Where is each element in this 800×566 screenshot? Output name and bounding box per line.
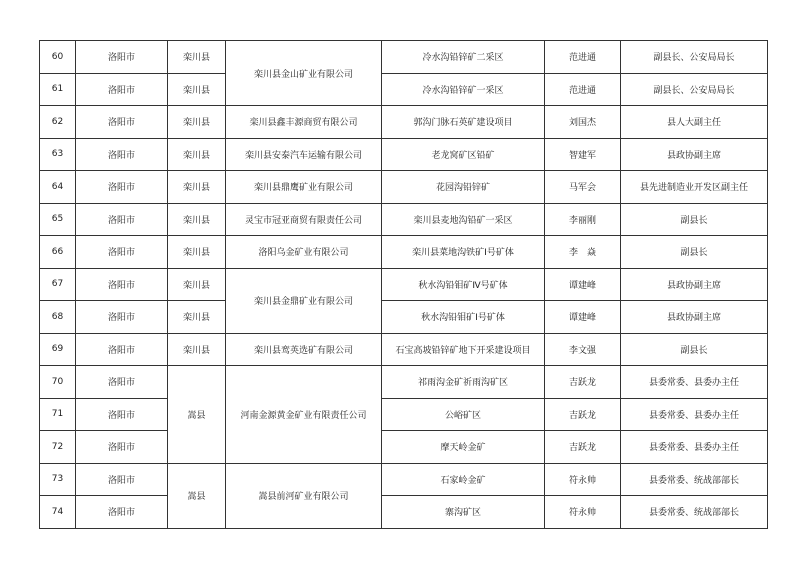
county-cell: 栾川县 xyxy=(168,268,226,301)
city-cell: 洛阳市 xyxy=(76,496,168,529)
county-cell: 栾川县 xyxy=(168,203,226,236)
company-cell: 嵩县前河矿业有限公司 xyxy=(226,463,382,528)
position-cell: 县委常委、县委办主任 xyxy=(621,398,768,431)
row-number: 64 xyxy=(40,171,76,204)
table-row xyxy=(40,496,768,529)
project-cell: 秋水沟铅钼矿Ⅳ号矿体 xyxy=(382,268,545,301)
table-row xyxy=(40,138,768,171)
row-number: 61 xyxy=(40,73,76,106)
position-cell: 副县长、公安局局长 xyxy=(621,73,768,106)
county-cell: 栾川县 xyxy=(168,171,226,204)
project-cell: 石家岭金矿 xyxy=(382,463,545,496)
row-number: 60 xyxy=(40,41,76,74)
city-cell: 洛阳市 xyxy=(76,106,168,139)
project-cell: 秋水沟铅钼矿Ⅰ号矿体 xyxy=(382,301,545,334)
county-cell: 栾川县 xyxy=(168,236,226,269)
project-cell: 祁雨沟金矿祈雨沟矿区 xyxy=(382,366,545,399)
project-cell: 老龙窝矿区铅矿 xyxy=(382,138,545,171)
position-cell: 县人大副主任 xyxy=(621,106,768,139)
person-cell: 范进通 xyxy=(545,73,621,106)
table-row xyxy=(40,268,768,301)
city-cell: 洛阳市 xyxy=(76,431,168,464)
company-cell: 栾川县金山矿业有限公司 xyxy=(226,41,382,106)
position-cell: 县政协副主席 xyxy=(621,301,768,334)
position-cell: 县政协副主席 xyxy=(621,138,768,171)
county-cell: 栾川县 xyxy=(168,73,226,106)
person-cell: 吉跃龙 xyxy=(545,366,621,399)
company-cell: 栾川县鼎鹰矿业有限公司 xyxy=(226,171,382,204)
city-cell: 洛阳市 xyxy=(76,138,168,171)
row-number: 70 xyxy=(40,366,76,399)
county-cell: 栾川县 xyxy=(168,301,226,334)
table-row xyxy=(40,398,768,431)
position-cell: 县先进制造业开发区副主任 xyxy=(621,171,768,204)
city-cell: 洛阳市 xyxy=(76,41,168,74)
company-cell: 栾川县鸾英选矿有限公司 xyxy=(226,333,382,366)
city-cell: 洛阳市 xyxy=(76,236,168,269)
person-cell: 刘国杰 xyxy=(545,106,621,139)
position-cell: 县政协副主席 xyxy=(621,268,768,301)
person-cell: 谭建峰 xyxy=(545,268,621,301)
table-row xyxy=(40,301,768,334)
table-row xyxy=(40,41,768,74)
row-number: 73 xyxy=(40,463,76,496)
city-cell: 洛阳市 xyxy=(76,301,168,334)
county-cell: 栾川县 xyxy=(168,41,226,74)
project-cell: 花园沟铅锌矿 xyxy=(382,171,545,204)
responsibility-table xyxy=(39,40,768,529)
table-row xyxy=(40,463,768,496)
project-cell: 冷水沟铅锌矿一采区 xyxy=(382,73,545,106)
person-cell: 吉跃龙 xyxy=(545,398,621,431)
project-cell: 寨沟矿区 xyxy=(382,496,545,529)
city-cell: 洛阳市 xyxy=(76,268,168,301)
position-cell: 县委常委、统战部部长 xyxy=(621,463,768,496)
project-cell: 摩天岭金矿 xyxy=(382,431,545,464)
row-number: 65 xyxy=(40,203,76,236)
person-cell: 智建军 xyxy=(545,138,621,171)
row-number: 66 xyxy=(40,236,76,269)
table-row xyxy=(40,203,768,236)
row-number: 62 xyxy=(40,106,76,139)
project-cell: 郭沟门脉石英矿建设项目 xyxy=(382,106,545,139)
county-cell: 嵩县 xyxy=(168,463,226,528)
person-cell: 李 焱 xyxy=(545,236,621,269)
project-cell: 栾川县菜地沟铁矿Ⅰ号矿体 xyxy=(382,236,545,269)
table-row xyxy=(40,106,768,139)
company-cell: 洛阳乌金矿业有限公司 xyxy=(226,236,382,269)
position-cell: 副县长、公安局局长 xyxy=(621,41,768,74)
person-cell: 李文强 xyxy=(545,333,621,366)
position-cell: 副县长 xyxy=(621,333,768,366)
table-row xyxy=(40,171,768,204)
county-cell: 栾川县 xyxy=(168,106,226,139)
project-cell: 栾川县麦地沟铅矿一采区 xyxy=(382,203,545,236)
position-cell: 副县长 xyxy=(621,203,768,236)
company-cell: 栾川县鑫丰源商贸有限公司 xyxy=(226,106,382,139)
company-cell: 栾川县金鼎矿业有限公司 xyxy=(226,268,382,333)
project-cell: 石宝高坡铅锌矿地下开采建设项目 xyxy=(382,333,545,366)
city-cell: 洛阳市 xyxy=(76,171,168,204)
person-cell: 范进通 xyxy=(545,41,621,74)
row-number: 68 xyxy=(40,301,76,334)
position-cell: 县委常委、统战部部长 xyxy=(621,496,768,529)
city-cell: 洛阳市 xyxy=(76,398,168,431)
table-row xyxy=(40,431,768,464)
company-cell: 河南金源黄金矿业有限责任公司 xyxy=(226,366,382,464)
person-cell: 吉跃龙 xyxy=(545,431,621,464)
position-cell: 副县长 xyxy=(621,236,768,269)
project-cell: 冷水沟铅锌矿二采区 xyxy=(382,41,545,74)
table-row xyxy=(40,366,768,399)
position-cell: 县委常委、县委办主任 xyxy=(621,431,768,464)
person-cell: 马军会 xyxy=(545,171,621,204)
table-row xyxy=(40,73,768,106)
table-row xyxy=(40,236,768,269)
city-cell: 洛阳市 xyxy=(76,366,168,399)
person-cell: 符永帅 xyxy=(545,496,621,529)
project-cell: 公峪矿区 xyxy=(382,398,545,431)
city-cell: 洛阳市 xyxy=(76,203,168,236)
person-cell: 李丽刚 xyxy=(545,203,621,236)
company-cell: 栾川县安泰汽车运输有限公司 xyxy=(226,138,382,171)
row-number: 63 xyxy=(40,138,76,171)
county-cell: 栾川县 xyxy=(168,333,226,366)
city-cell: 洛阳市 xyxy=(76,73,168,106)
row-number: 69 xyxy=(40,333,76,366)
row-number: 72 xyxy=(40,431,76,464)
person-cell: 谭建峰 xyxy=(545,301,621,334)
person-cell: 符永帅 xyxy=(545,463,621,496)
city-cell: 洛阳市 xyxy=(76,333,168,366)
row-number: 74 xyxy=(40,496,76,529)
city-cell: 洛阳市 xyxy=(76,463,168,496)
table-row xyxy=(40,333,768,366)
county-cell: 栾川县 xyxy=(168,138,226,171)
county-cell: 嵩县 xyxy=(168,366,226,464)
row-number: 67 xyxy=(40,268,76,301)
company-cell: 灵宝市冠亚商贸有限责任公司 xyxy=(226,203,382,236)
row-number: 71 xyxy=(40,398,76,431)
position-cell: 县委常委、县委办主任 xyxy=(621,366,768,399)
